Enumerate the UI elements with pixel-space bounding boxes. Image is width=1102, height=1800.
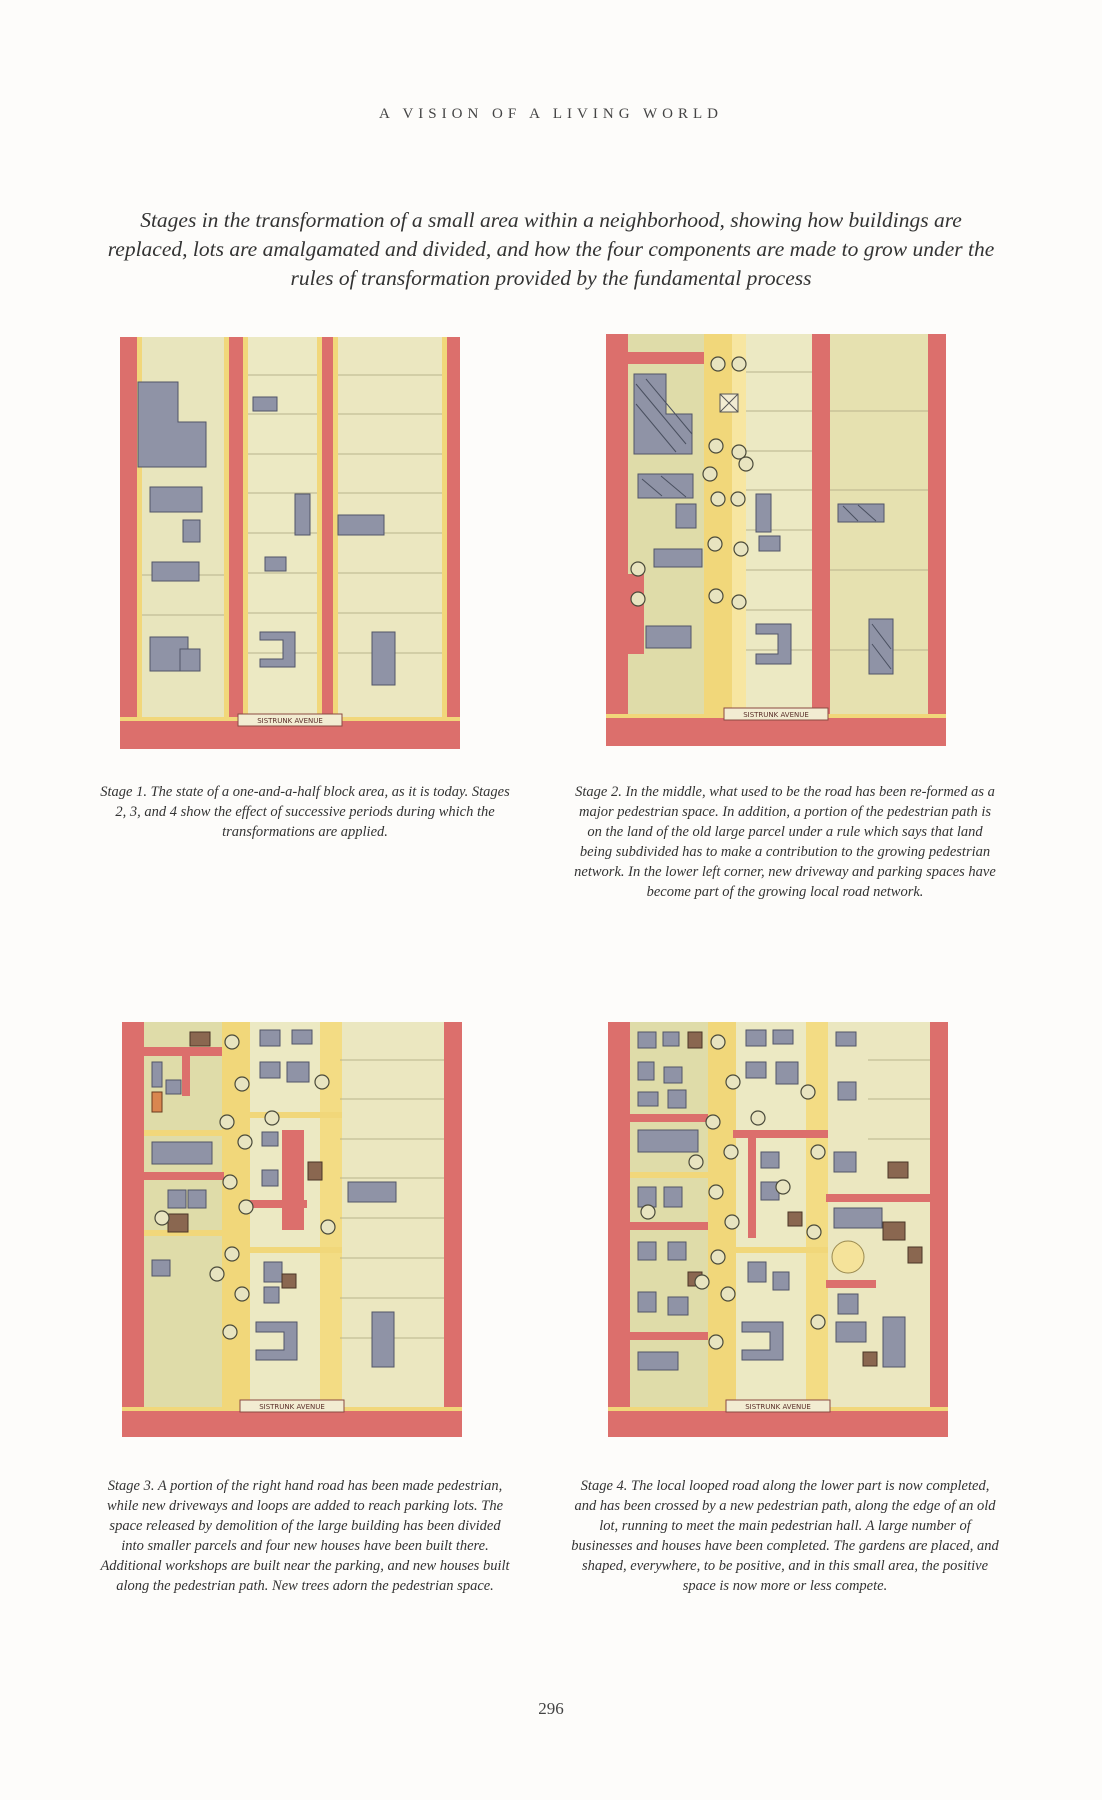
stage-1-street-label: SISTRUNK AVENUE: [257, 717, 323, 725]
page-number: 296: [538, 1699, 564, 1718]
stage-3-plan: [122, 1022, 462, 1437]
stage-2-plan: [606, 334, 946, 746]
stage-2-caption: Stage 2. In the middle, what used to be the road has been re-formed as a major pedestrian space. In addition, a portion of the pedestrian path is on the land of the old large parcel under a rule which says that land being subdivided has to make a contribution to the growing pedestrian network. In the lower left corner, new driveway and parking spaces have become part of the growing local road network.: [574, 784, 996, 900]
stage-3-caption: Stage 3. A portion of the right hand road has been made pedestrian, while new driveways and loops are added to reach parking lots. The space released by demolition of the large building has been divided into smaller parcels and four new houses have been built there. Additional workshops are built near the parking, and new houses built along the pedestrian path. New trees adorn the pedestrian space.: [100, 1478, 510, 1594]
running-head: A VISION OF A LIVING WORLD: [378, 106, 724, 122]
stage-3-street-label: SISTRUNK AVENUE: [259, 1403, 325, 1411]
stage-1-caption: Stage 1. The state of a one-and-a-half block area, as it is today. Stages 2, 3, and 4 show the effect of successive periods during which the transformations are applied.: [100, 784, 510, 840]
stage-1-plan: [120, 337, 460, 749]
figure-caption: Stages in the transformation of a small area within a neighborhood, showing how buildings are replaced, lots are amalgamated and divided, and how the four components are made to grow under the rules of transformation provided by the fundamental process: [107, 208, 995, 290]
stage-4-plan: [608, 1022, 948, 1437]
stage-4-caption: Stage 4. The local looped road along the lower part is now completed, and has been crossed by a new pedestrian path, along the edge of an old lot, running to meet the main pedestrian hall. A large number of businesses and houses have been completed. The gardens are placed, and shaped, everywhere, to be positive, and in this small area, the positive space is now more or less compete.: [571, 1478, 999, 1594]
stage-4-street-label: SISTRUNK AVENUE: [745, 1403, 811, 1411]
stage-2-street-label: SISTRUNK AVENUE: [743, 711, 809, 719]
